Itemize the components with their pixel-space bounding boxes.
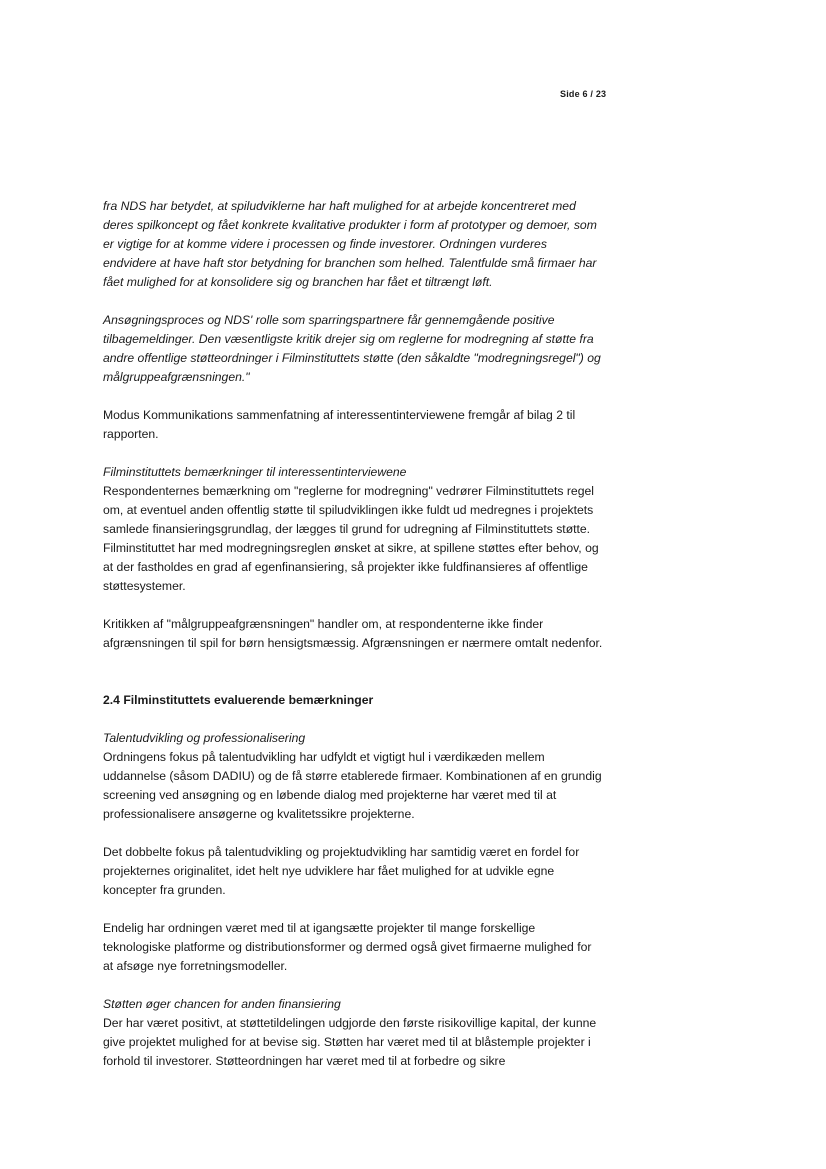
paragraph-ordningens: Ordningens fokus på talentudvikling har udfyldt et vigtigt hul i værdikæden mellem uddannelse (såsom DADIU) og de få større etablerede firmaer. Kombinationen af en grundig screening ved ansøgning og en løbende dialog med projekterne har været med til at professionalisere ansøgerne og kvalitetssikre projekterne. [103, 750, 602, 821]
subheading-bemaerkninger: Filminstituttets bemærkninger til interessentinterviewene [103, 465, 407, 479]
document-body [103, 197, 603, 1071]
paragraph-kritikken: Kritikken af "målgruppeafgrænsningen" handler om, at respondenterne ikke finder afgrænsningen til spil for børn hensigtsmæssig. Afgrænsningen er nærmere omtalt nedenfor. [103, 617, 603, 650]
paragraph-respondenter: Respondenternes bemærkning om "reglerne for modregning" vedrører Filminstituttets regel om, at eventuel anden offentlig støtte til spiludviklingen ikke fuldt ud medregnes i projektets samlede finansieringsgrundlag, der lægges til grund for udregning af Filminstituttets støtte. Filminstituttet har med modregningsreglen ønsket at sikre, at spillene støttes efter behov, og at der fastholdes en grad af egenfinansiering, så projekter ikke fuldfinansieres af offentlige støttesystemer. [103, 484, 599, 593]
quote-paragraph-1: fra NDS har betydet, at spiludviklerne har haft mulighed for at arbejde koncentreret med deres spilkoncept og fået konkrete kvalitative produkter i form af prototyper og demoer, som er vigtige for at komme videre i processen og finde investorer. Ordningen vurderes endvidere at have haft stor betydning for branchen som helhed. Talentfulde små firmaer har fået mulighed for at konsolidere sig og branchen har fået et tiltrængt løft. [103, 199, 597, 289]
page-number: Side 6 / 23 [560, 89, 607, 99]
paragraph-dobbelte: Det dobbelte fokus på talentudvikling og projektudvikling har samtidig været en fordel for projekternes originalitet, idet helt nye udviklere har fået mulighed for at udvikle egne koncepter fra grunden. [103, 845, 580, 897]
quote-paragraph-2: Ansøgningsproces og NDS' rolle som sparringspartnere får gennemgående positive tilbagemeldinger. Den væsentligste kritik drejer sig om reglerne for modregning af støtte fra andre offentlige støtteordninger i Filminstituttets støtte (den såkaldte "modregningsregel") og målgruppeafgrænsningen." [103, 313, 601, 384]
subheading-talentudvikling: Talentudvikling og professionalisering [103, 731, 306, 745]
paragraph-modus: Modus Kommunikations sammenfatning af interessentinterviewene fremgår af bilag 2 til rapporten. [103, 408, 576, 441]
section-heading-2-4: 2.4 Filminstituttets evaluerende bemærkninger [103, 693, 374, 707]
paragraph-endelig: Endelig har ordningen været med til at igangsætte projekter til mange forskellige teknologiske platforme og distributionsformer og dermed også givet firmaerne mulighed for at afsøge nye forretningsmodeller. [103, 921, 592, 973]
subheading-stotten: Støtten øger chancen for anden finansiering [103, 997, 341, 1011]
paragraph-der-har: Der har været positivt, at støttetildelingen udgjorde den første risikovillige kapital, der kunne give projektet mulighed for at bevise sig. Støtten har været med til at blåstemple projekter i forhold til investorer. Støtteordningen har været med til at forbedre og sikre [103, 1016, 597, 1068]
